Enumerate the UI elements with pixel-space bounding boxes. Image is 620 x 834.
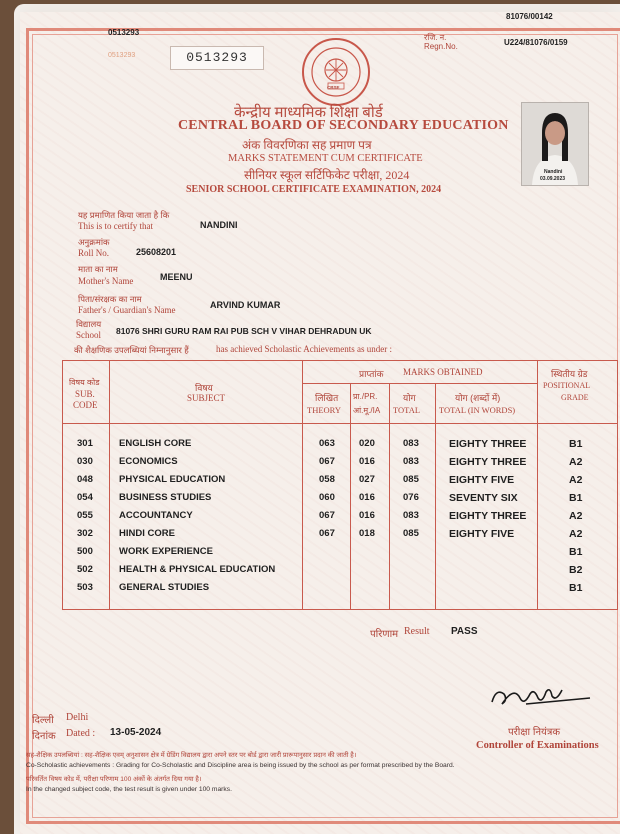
sub-code: 502	[77, 564, 93, 575]
col-code-label-2: CODE	[73, 400, 98, 410]
achievement-label: has achieved Scholastic Achievements as under :	[216, 344, 392, 354]
practical-marks: 018	[359, 528, 375, 539]
total-marks: 085	[403, 474, 419, 485]
exam-title: SENIOR SCHOOL CERTIFICATE EXAMINATION, 2024	[186, 184, 442, 195]
positional-grade: B1	[569, 546, 583, 558]
controller-signature	[486, 680, 596, 716]
positional-grade: A2	[569, 528, 583, 540]
total-marks: 083	[403, 510, 419, 521]
watermark-serial: 0513293	[108, 52, 136, 59]
total-in-words: EIGHTY FIVE	[449, 474, 515, 486]
theory-marks: 067	[319, 456, 335, 467]
total-marks: 083	[403, 438, 419, 449]
document-title: MARKS STATEMENT CUM CERTIFICATE	[228, 153, 423, 164]
date-label: Dated :	[66, 728, 96, 739]
photo-caption-name: Nandini	[544, 169, 563, 175]
subject-name: WORK EXPERIENCE	[119, 546, 213, 557]
left-serial: 0513293	[108, 28, 140, 37]
total-in-words: EIGHTY FIVE	[449, 528, 515, 540]
school-name: 81076 SHRI GURU RAM RAI PUB SCH V VIHAR DEHRADUN UK	[116, 326, 372, 336]
positional-grade: A2	[569, 456, 583, 468]
regn-label-hi: रजि. न.	[424, 33, 447, 42]
subject-name: GENERAL STUDIES	[119, 582, 210, 593]
controller-title-hindi: परीक्षा नियंत्रक	[508, 727, 561, 738]
subject-name: HINDI CORE	[119, 528, 175, 539]
note-changed-subject: In the changed subject code, the test result is given under 100 marks.	[26, 786, 232, 793]
table-row	[63, 453, 617, 471]
table-row	[63, 579, 617, 597]
result-label: Result	[404, 626, 430, 637]
practical-marks: 027	[359, 474, 375, 485]
positional-grade: B2	[569, 564, 583, 576]
sub-code: 500	[77, 546, 93, 557]
positional-grade: B1	[569, 438, 583, 450]
place: Delhi	[66, 712, 89, 723]
col-total-label: TOTAL	[393, 405, 421, 415]
practical-marks: 016	[359, 456, 375, 467]
sub-code: 030	[77, 456, 93, 467]
total-marks: 083	[403, 456, 419, 467]
sub-code: 055	[77, 510, 93, 521]
issue-date: 13-05-2024	[110, 727, 162, 738]
col-marks-hindi: प्राप्तांक	[359, 369, 384, 379]
col-code-label: SUB.	[75, 389, 95, 399]
regn-number: U224/81076/0159	[504, 38, 568, 47]
board-name-hindi: केन्द्रीय माध्यमिक शिक्षा बोर्ड	[234, 105, 383, 121]
subject-name: ACCOUNTANCY	[119, 510, 193, 521]
sub-code: 301	[77, 438, 93, 449]
col-words-label: TOTAL (IN WORDS)	[439, 405, 516, 415]
table-row	[63, 435, 617, 453]
father-name: ARVIND KUMAR	[210, 300, 281, 310]
col-subject-hindi: विषय	[195, 383, 213, 393]
school-label-hindi: विद्यालय	[76, 319, 102, 329]
theory-marks: 067	[319, 528, 335, 539]
col-subject-label: SUBJECT	[187, 393, 226, 403]
achievement-label-hindi: की शैक्षणिक उपलब्धियां निम्नानुसार हैं	[74, 345, 189, 355]
board-name: CENTRAL BOARD OF SECONDARY EDUCATION	[178, 118, 509, 133]
sub-code: 503	[77, 582, 93, 593]
col-grade-label-2: GRADE	[561, 393, 589, 402]
practical-marks: 016	[359, 492, 375, 503]
serial-number-box: 0513293	[170, 46, 264, 70]
total-marks: 085	[403, 528, 419, 539]
student-photo	[521, 102, 589, 186]
marks-certificate	[20, 12, 620, 834]
result-value: PASS	[451, 626, 478, 637]
roll-label-hindi: अनुक्रमांक	[78, 237, 110, 247]
positional-grade: A2	[569, 510, 583, 522]
roll-number: 25608201	[136, 247, 177, 257]
document-title-hindi: अंक विवरणिका सह प्रमाण पत्र	[242, 138, 372, 152]
col-grade-hindi: स्थितीय ग्रेड	[551, 369, 588, 379]
sub-code: 054	[77, 492, 93, 503]
subject-name: HEALTH & PHYSICAL EDUCATION	[119, 564, 276, 575]
col-words-hindi: योग (शब्दों में)	[455, 393, 501, 403]
positional-grade: B1	[569, 582, 583, 594]
subject-name: PHYSICAL EDUCATION	[119, 474, 226, 485]
cbse-seal-logo	[302, 38, 370, 106]
table-row	[63, 525, 617, 543]
total-marks: 076	[403, 492, 419, 503]
note-changed-subject-hindi: परिवर्तित विषय कोड में, परीक्षा परिणाम 100 अंकों के अंतर्गत दिया गया है।	[26, 776, 202, 783]
certify-label-hindi: यह प्रमाणित किया जाता है कि	[78, 210, 170, 220]
exam-title-hindi: सीनियर स्कूल सर्टिफिकेट परीक्षा, 2024	[244, 168, 410, 182]
theory-marks: 058	[319, 474, 335, 485]
col-marks-label: MARKS OBTAINED	[403, 367, 483, 377]
marks-subheader-line	[302, 383, 537, 384]
roll-label: Roll No.	[78, 248, 110, 258]
col-internal-label: आं.मू./IA	[353, 406, 381, 415]
total-in-words: EIGHTY THREE	[449, 510, 527, 522]
practical-marks: 016	[359, 510, 375, 521]
controller-title: Controller of Examinations	[476, 740, 599, 751]
mother-label: Mother's Name	[78, 276, 134, 286]
note-coscholastic: Co-Scholastic achievements : Grading for Co-Scholastic and Discipline area is being issued by the school as per format prescribed by the Board.	[26, 762, 455, 769]
col-code-hindi: विषय कोड	[69, 378, 100, 387]
col-grade-label: POSITIONAL	[543, 381, 591, 390]
subject-name: BUSINESS STUDIES	[119, 492, 212, 503]
result-label-hindi: परिणाम	[370, 629, 399, 640]
table-row	[63, 471, 617, 489]
photo-caption-date: 03.09.2023	[540, 176, 566, 182]
table-row	[63, 561, 617, 579]
table-row	[63, 507, 617, 525]
theory-marks: 063	[319, 438, 335, 449]
table-row	[63, 543, 617, 561]
col-total-hindi: योग	[403, 393, 416, 403]
total-in-words: SEVENTY SIX	[449, 492, 518, 504]
subject-name: ENGLISH CORE	[119, 438, 192, 449]
col-practical-label: प्रा./PR.	[353, 392, 378, 401]
cbse-seal-icon	[304, 40, 368, 104]
header-bottom-line	[63, 423, 617, 424]
father-label: Father's / Guardian's Name	[78, 305, 176, 315]
total-in-words: EIGHTY THREE	[449, 456, 527, 468]
student-name: NANDINI	[200, 220, 238, 230]
certify-label: This is to certify that	[78, 221, 153, 231]
positional-grade: A2	[569, 474, 583, 486]
positional-grade: B1	[569, 492, 583, 504]
regn-label: Regn.No.	[424, 42, 458, 51]
school-label: School	[76, 330, 102, 340]
seal-text: CBSE	[327, 85, 340, 90]
place-hindi: दिल्ली	[32, 715, 54, 726]
mother-name: MEENU	[160, 272, 193, 282]
theory-marks: 067	[319, 510, 335, 521]
marks-table	[62, 360, 618, 610]
table-row	[63, 489, 617, 507]
note-coscholastic-hindi: सह-शैक्षिक उपलब्धियां : सह-शैक्षिक एवम् अनुशासन क्षेत्र में ग्रेडिंग विद्यालय द्वारा अपने स्तर पर बोर्ड द्वारा जारी प्रारूपानुसार प्रदान की जाती है।	[26, 752, 357, 759]
col-theory-hindi: लिखित	[315, 393, 339, 403]
sub-code: 302	[77, 528, 93, 539]
sub-code: 048	[77, 474, 93, 485]
mother-label-hindi: माता का नाम	[78, 264, 118, 274]
theory-marks: 060	[319, 492, 335, 503]
subject-name: ECONOMICS	[119, 456, 178, 467]
top-serial: 81076/00142	[506, 12, 553, 21]
col-theory-label: THEORY	[307, 405, 341, 415]
father-label-hindi: पिता/संरक्षक का नाम	[78, 294, 142, 304]
total-in-words: EIGHTY THREE	[449, 438, 527, 450]
date-label-hindi: दिनांक	[32, 731, 56, 742]
practical-marks: 020	[359, 438, 375, 449]
